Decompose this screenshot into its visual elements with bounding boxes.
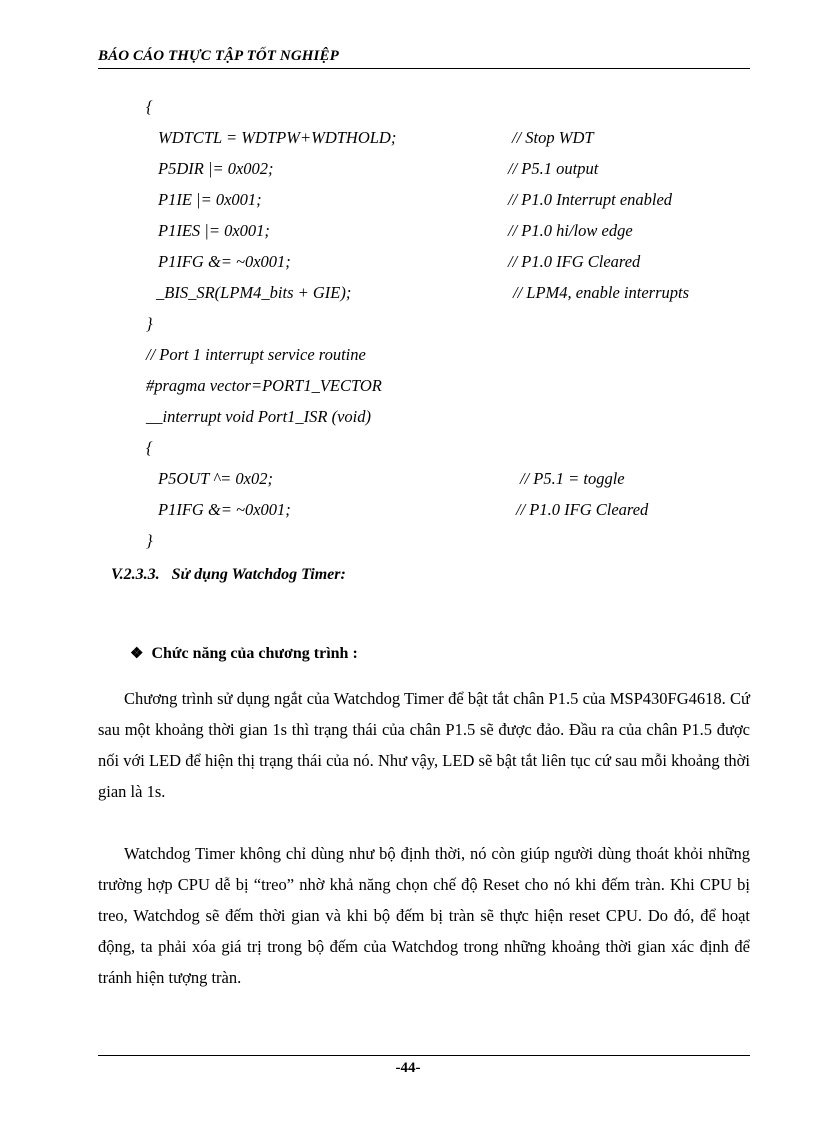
header-title: BÁO CÁO THỰC TẬP TỐT NGHIỆP [98,48,339,64]
code-comment: // P5.1 = toggle [520,469,625,488]
body-paragraph: Chương trình sử dụng ngắt của Watchdog Timer để bật tắt chân P1.5 của MSP430FG4618. Cứ sau một khoảng thời gian 1s thì trạng thái của chân P1.5 sẽ được đảo. Đầu ra của chân P1.5 được nối với LED để hiện thị trạng thái của nó. Như vậy, LED sẽ bật tắt liên tục cứ sau mỗi khoảng thời gian là 1s. [98,689,750,801]
code-line: { [146,97,153,116]
bullet-heading [122,626,358,663]
code-line: __interrupt void Port1_ISR (void) [146,407,372,426]
code-comment: // LPM4, enable interrupts [513,283,689,302]
bullet-heading-text: Chức năng của chương trình : [151,645,358,662]
code-line: P1IFG &= ~0x001; [158,500,291,519]
code-comment: // P1.0 Interrupt enabled [508,190,673,209]
code-line: P1IFG &= ~0x001; [158,252,291,271]
code-comment: // P1.0 IFG Cleared [508,252,641,271]
code-line: P5OUT ^= 0x02; [158,469,273,488]
diamond-bullet-icon: ❖ [130,646,144,662]
code-line: P1IES |= 0x001; [158,221,270,240]
code-comment: // Stop WDT [512,128,594,147]
code-line: } [146,531,153,550]
code-line: // Port 1 interrupt service routine [146,345,366,364]
code-comment: // P1.0 IFG Cleared [516,500,649,519]
code-line: P5DIR |= 0x002; [158,159,274,178]
page-number: -44- [395,1060,421,1076]
code-line: _BIS_SR(LPM4_bits + GIE); [156,283,352,302]
footer-divider [98,1055,750,1056]
section-heading: V.2.3.3. Sử dụng Watchdog Timer: [111,566,346,583]
code-line: { [146,438,153,457]
code-line: WDTCTL = WDTPW+WDTHOLD; [158,128,397,147]
code-line: #pragma vector=PORT1_VECTOR [146,376,382,395]
code-line: P1IE |= 0x001; [158,190,262,209]
code-line: } [146,314,153,333]
code-comment: // P1.0 hi/low edge [508,221,633,240]
body-paragraph: Watchdog Timer không chỉ dùng như bộ định thời, nó còn giúp người dùng thoát khỏi những trường hợp CPU dễ bị “treo” nhờ khả năng chọn chế độ Reset cho nó khi đếm tràn. Khi CPU bị treo, Watchdog sẽ đếm thời gian và khi bộ đếm bị tràn sẽ thực hiện reset CPU. Do đó, để hoạt động, ta phải xóa giá trị trong bộ đếm của Watchdog trong những khoảng thời gian xác định để tránh hiện tượng tràn. [98,844,750,987]
header-divider [98,68,750,69]
code-comment: // P5.1 output [508,159,599,178]
